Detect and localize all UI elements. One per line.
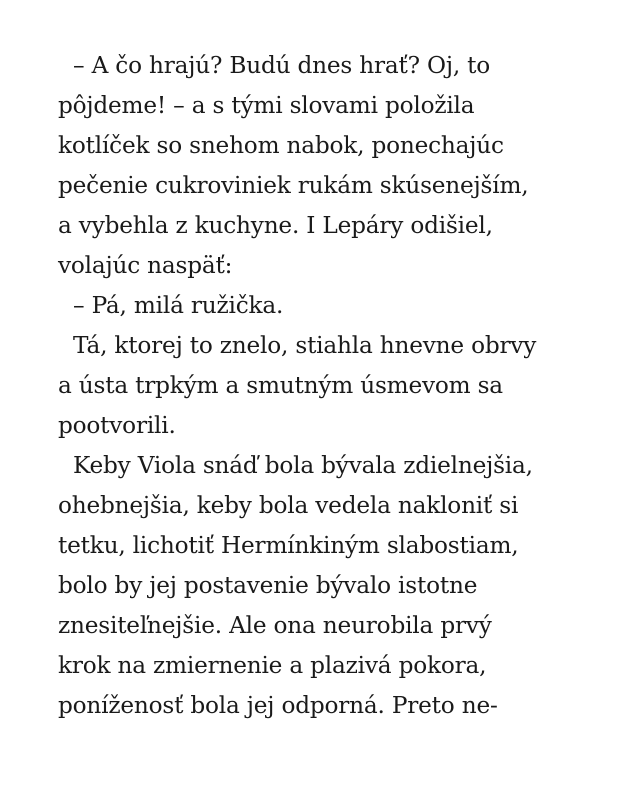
text-line: pootvorili. (58, 412, 176, 439)
text-line: Keby Viola snáď bola bývala zdielnejšia, (73, 452, 533, 479)
text-line: znesiteľnejšie. Ale ona neurobila prvý (58, 612, 492, 639)
text-line: – Pá, milá ružička. (73, 292, 284, 319)
text-line: bolo by jej postavenie bývalo istotne (58, 572, 478, 599)
text-line: pôjdeme! – a s tými slovami položila (58, 92, 475, 119)
text-line: poníženosť bola jej odporná. Preto ne- (58, 692, 498, 719)
text-line: ohebnejšia, keby bola vedela nakloniť si (58, 492, 519, 519)
text-line: tetku, lichotiť Hermínkiným slabostiam, (58, 532, 519, 559)
text-line: volajúc naspäť: (58, 252, 233, 279)
text-line: a vybehla z kuchyne. I Lepáry odišiel, (58, 212, 493, 239)
text-line: kotlíček so snehom nabok, ponechajúc (58, 132, 504, 159)
text-line: pečenie cukroviniek rukám skúsenejším, (58, 172, 529, 199)
text-line: krok na zmiernenie a plazivá pokora, (58, 652, 487, 679)
text-line: – A čo hrajú? Budú dnes hrať? Oj, to (73, 52, 491, 79)
text-line: a ústa trpkým a smutným úsmevom sa (58, 372, 503, 399)
text-line: Tá, ktorej to znelo, stiahla hnevne obrvy (73, 332, 537, 359)
